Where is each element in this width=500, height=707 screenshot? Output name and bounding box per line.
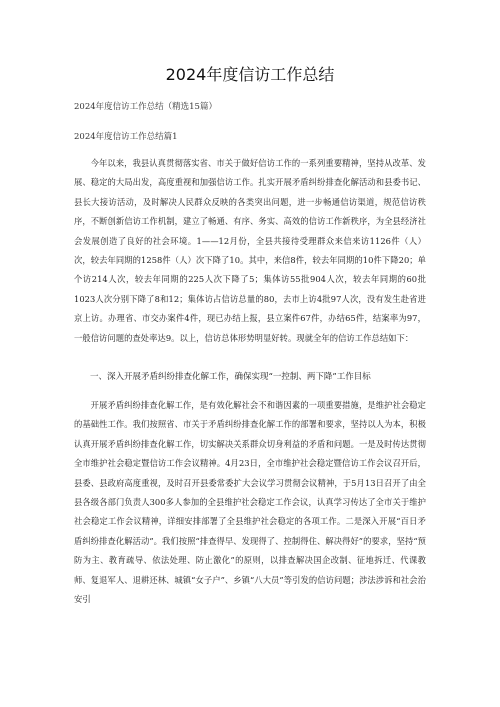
paragraph-1: 今年以来，我县认真贯彻落实省、市关于做好信访工作的一系列重要精神，坚持从改革、发展、稳定的大局出发，高度重视和加强信访工作。扎实开展矛盾纠纷排查化解活动和县委书记、县长大接访活动，及时解决人民群众反映的各类突出问题，进一步畅通信访渠道，规范信访秩序，不断创新信访工作机制，建立了畅通、有序、务实、高效的信访工作新秩序，为全县经济社会发展创造了良好的社会环境。1——12月份，全县共接待受理群众来信来访1126件（人）次，较去年同期的1258件（人）次下降了10。其中，来信8件，较去年同期的10件下降20；单个访214人次，较去年同期的225人次下降了5；集体访55批904人次，较去年同期的60批1023人次分别下降了8和12；集体访占信访总量的80，去市上访4批97人次，没有发生赴省进京上访。办理省、市交办案件4件，现已办结上报，县立案件67件，办结65件，结案率为97，一般信访问题的查处率达9。以上，信访总体形势明显好转。现就全年的信访工作总结如下： [74, 158, 426, 343]
body-section-1 [74, 154, 426, 348]
document-subtitle: 2024年度信访工作总结（精选15篇） [74, 102, 217, 112]
section-heading-1: 一、深入开展矛盾纠纷排查化解工作，确保实现“一控制、两下降”工作目标 [90, 372, 371, 382]
document-title: 2024年度信访工作总结 [165, 65, 335, 84]
body-section-2 [74, 396, 426, 609]
section-title: 2024年度信访工作总结篇1 [74, 132, 178, 142]
paragraph-2: 开展矛盾纠纷排查化解工作，是有效化解社会不和谐因素的一项重要措施，是维护社会稳定的基础性工作。我们按照省、市关于矛盾纠纷排查化解工作的部署和要求，坚持以人为本，积极认真开展矛盾纠纷排查化解工作，切实解决关系群众切身利益的矛盾和问题。一是及时传达贯彻全市维护社会稳定暨信访工作会议精神。4月23日，全市维护社会稳定暨信访工作会议召开后，县委、县政府高度重视，及时召开县委常委扩大会议学习贯彻会议精神，于5月13日召开了由全县各级各部门负责人300多人参加的全县维护社会稳定工作会议，认真学习传达了全市关于维护社会稳定工作会议精神，详细安排部署了全县维护社会稳定的各项工作。二是深入开展“百日矛盾纠纷排查化解活动”。我们按照“排查得早、发现得了、控制得住、解决得好”的要求，坚持“预防为主、教育疏导、依法处理、防止激化”的原则，以排查解决国企改制、征地拆迁、代课教师、复退军人、退耕还林、城镇“女子户”、乡镇“八大员”等引发的信访问题；涉法涉诉和社会治安引 [74, 400, 426, 605]
